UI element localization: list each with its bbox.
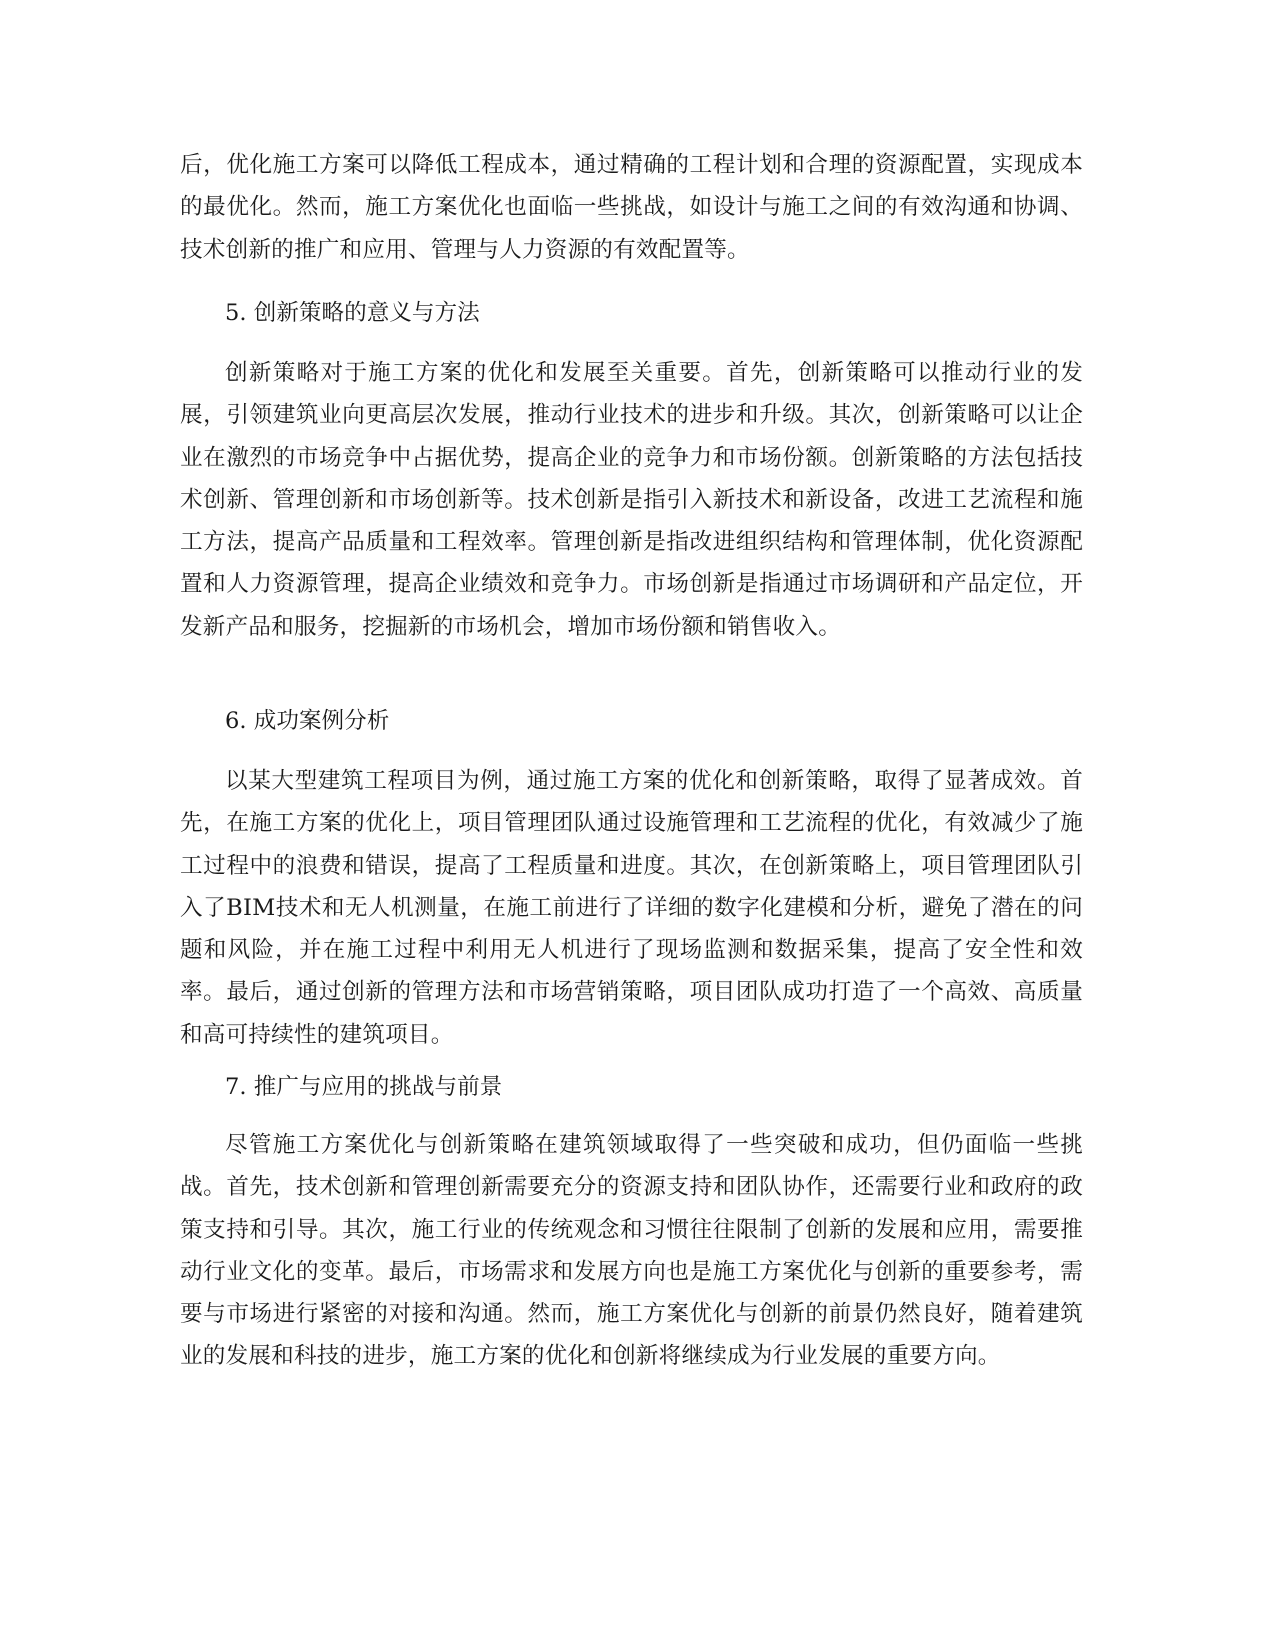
section-6-paragraph: 以某大型建筑工程项目为例，通过施工方案的优化和创新策略，取得了显著成效。首先，在施工方案的优化上，项目管理团队通过设施管理和工艺流程的优化，有效减少了施工过程中的浪费和错误，提高了工程质量和进度。其次，在创新策略上，项目管理团队引入了BIM技术和无人机测量，在施工前进行了详细的数字化建模和分析，避免了潜在的问题和风险，并在施工过程中利用无人机进行了现场监测和数据采集，提高了安全性和效率。最后，通过创新的管理方法和市场营销策略，项目团队成功打造了一个高效、高质量和高可持续性的建筑项目。	[180, 768, 1083, 1048]
section-5-paragraph: 创新策略对于施工方案的优化和发展至关重要。首先，创新策略可以推动行业的发展，引领建筑业向更高层次发展，推动行业技术的进步和升级。其次，创新策略可以让企业在激烈的市场竞争中占据优势，提高企业的竞争力和市场份额。创新策略的方法包括技术创新、管理创新和市场创新等。技术创新是指引入新技术和新设备，改进工艺流程和施工方法，提高产品质量和工程效率。管理创新是指改进组织结构和管理体制，优化资源配置和人力资源管理，提高企业绩效和竞争力。市场创新是指通过市场调研和产品定位，开发新产品和服务，挖掘新的市场机会，增加市场份额和销售收入。	[180, 360, 1083, 640]
section-5-heading: 5. 创新策略的意义与方法	[225, 300, 480, 326]
intro-paragraph: 后，优化施工方案可以降低工程成本，通过精确的工程计划和合理的资源配置，实现成本的最优化。然而，施工方案优化也面临一些挑战，如设计与施工之间的有效沟通和协调、技术创新的推广和应用、管理与人力资源的有效配置等。	[180, 152, 1083, 263]
section-7-heading: 7. 推广与应用的挑战与前景	[225, 1074, 503, 1100]
section-6-heading: 6. 成功案例分析	[225, 708, 390, 734]
section-7-paragraph: 尽管施工方案优化与创新策略在建筑领域取得了一些突破和成功，但仍面临一些挑战。首先，技术创新和管理创新需要充分的资源支持和团队协作，还需要行业和政府的政策支持和引导。其次，施工行业的传统观念和习惯往往限制了创新的发展和应用，需要推动行业文化的变革。最后，市场需求和发展方向也是施工方案优化与创新的重要参考，需要与市场进行紧密的对接和沟通。然而，施工方案优化与创新的前景仍然良好，随着建筑业的发展和科技的进步，施工方案的优化和创新将继续成为行业发展的重要方向。	[180, 1132, 1083, 1370]
